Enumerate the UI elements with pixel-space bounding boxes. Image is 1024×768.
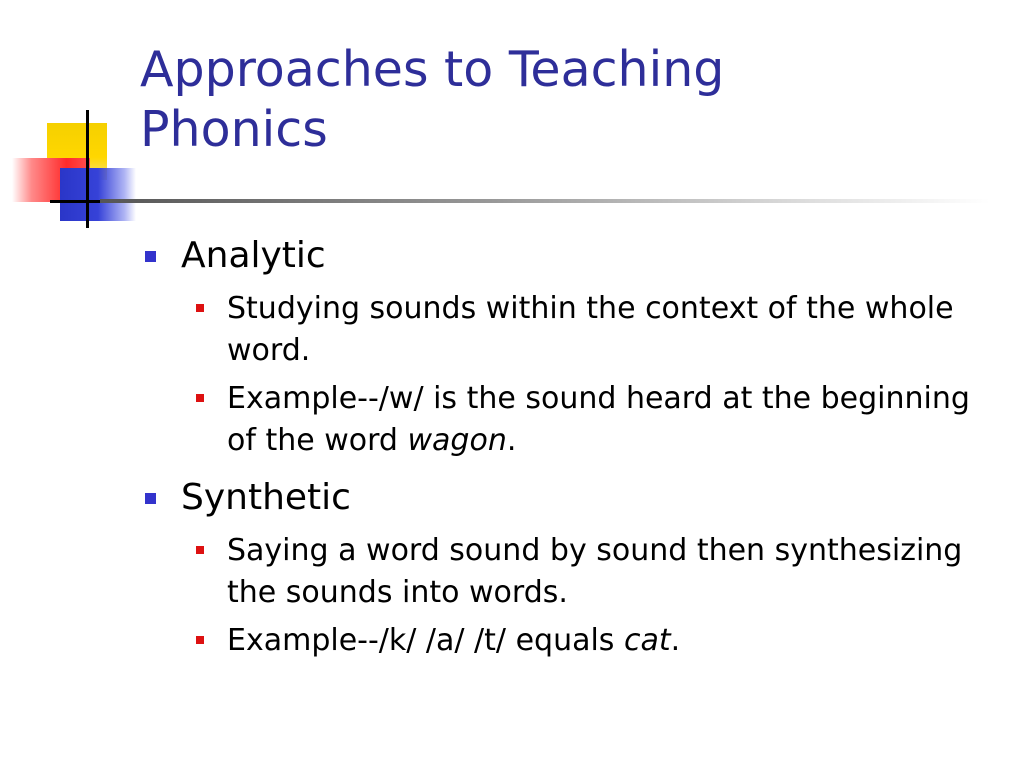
red-square-bullet-icon: [196, 304, 204, 312]
sub-bullet-text: Saying a word sound by sound then synthesizing the sounds into words.: [227, 533, 963, 610]
sub-bullet: [140, 620, 990, 662]
sub-bullet-italic-word: wagon: [407, 423, 507, 458]
red-square-bullet-icon: [196, 394, 204, 402]
sub-bullet-punctuation: .: [670, 623, 681, 658]
sub-bullet: [140, 530, 990, 614]
decorative-vertical-line: [86, 110, 89, 228]
decorative-blue-square: [60, 168, 136, 221]
blue-square-bullet-icon: [145, 251, 156, 262]
sub-bullet-punctuation: .: [506, 423, 517, 458]
bullet-heading: Synthetic: [181, 477, 351, 518]
sub-bullet-text: Studying sounds within the context of the whole word.: [227, 291, 954, 368]
sub-bullet: [140, 288, 990, 372]
slide-title-line-2: Phonics: [140, 101, 328, 158]
blue-square-bullet-icon: [145, 493, 156, 504]
slide-content: [140, 226, 990, 662]
slide-title: [140, 40, 980, 160]
sub-bullet-italic-word: cat: [623, 623, 671, 658]
slide-title-line-1: Approaches to Teaching: [140, 41, 725, 98]
red-square-bullet-icon: [196, 546, 204, 554]
sub-bullet-text: Example--/k/ /a/ /t/ equals: [227, 623, 624, 658]
sub-bullet: [140, 378, 990, 462]
bullet-analytic: [140, 230, 990, 282]
title-underline-rule: [100, 199, 990, 203]
bullet-synthetic: [140, 472, 990, 524]
sub-bullet-text: Example--/w/ is the sound heard at the beginning of the word: [227, 381, 970, 458]
bullet-heading: Analytic: [181, 235, 326, 276]
red-square-bullet-icon: [196, 636, 204, 644]
